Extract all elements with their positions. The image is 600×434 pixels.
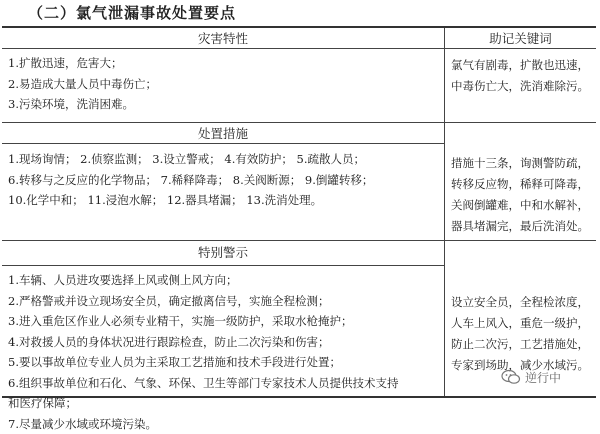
warnings-line: 7.尽量减少水域或环境污染。 [8, 414, 440, 434]
mnemonic-line: 设立安全员，全程检浓度， [451, 292, 592, 313]
warnings-line: 2.严格警戒并设立现场安全员，确定撤离信号，实施全程检测； [8, 291, 440, 312]
warnings-line: 6.组织事故单位和石化、气象、环保、卫生等部门专家技术人员提供技术支持 [8, 373, 440, 394]
mnemonic-line: 中毒伤亡大，洗消难除污。 [451, 76, 592, 97]
watermark-text: 逆行中 [525, 369, 561, 386]
mnemonic-line: 氯气有剧毒，扩散也迅速， [451, 55, 592, 76]
disposal-table [2, 26, 596, 398]
mnemonic-line: 专家到场助，减少水域污。 [451, 355, 592, 376]
warnings-header: 特别警示 [2, 240, 444, 266]
mnemonic-line: 器具堵漏完，最后洗消处。 [451, 216, 592, 237]
mnemonic-line: 人车上风入，重危一级护， [451, 313, 592, 334]
mnemonic-header: 助记关键词 [445, 28, 596, 49]
mnemonic-line: 防止二次污，工艺措施处， [451, 334, 592, 355]
mnemonic-measures [451, 153, 592, 237]
warnings-line: 4.对救援人员的身体状况进行跟踪检查，防止二次污染和伤害； [8, 332, 440, 353]
warnings-line: 5.要以事故单位专业人员为主采取工艺措施和技术手段进行处置； [8, 352, 440, 373]
warnings-lines [8, 270, 440, 434]
mnemonic-line: 转移反应物，稀释可降毒， [451, 174, 592, 195]
hazard-line: 3.污染环境，洗消困难。 [8, 94, 440, 115]
hazard-header: 灾害特性 [2, 28, 444, 49]
warnings-line: 3.进入重危区作业人必须专业精干，实施一级防护，采取水枪掩护； [8, 311, 440, 332]
mnemonic-line: 措施十三条，询测警防疏， [451, 153, 592, 174]
warnings-line: 和医疗保障； [8, 393, 440, 414]
measures-line: 1.现场询情； 2.侦察监测； 3.设立警戒； 4.有效防护； 5.疏散人员； [8, 149, 440, 170]
left-column [2, 28, 445, 396]
hazard-line: 1.扩散迅速，危害大； [8, 53, 440, 74]
wechat-icon [501, 369, 521, 385]
hazard-lines [8, 53, 440, 115]
mnemonic-hazard [451, 55, 592, 97]
mnemonic-warnings [451, 292, 592, 376]
hazard-line: 2.易造成大量人员中毒伤亡； [8, 74, 440, 95]
mnemonic-line: 关阀倒罐难，中和水解补， [451, 195, 592, 216]
section-title: （二）氯气泄漏事故处置要点 [28, 2, 236, 24]
measures-line: 10.化学中和； 11.浸泡水解； 12.器具堵漏； 13.洗消处理。 [8, 190, 440, 211]
measures-header: 处置措施 [2, 122, 444, 144]
right-divider [445, 122, 596, 123]
right-column [445, 28, 596, 396]
measures-lines [8, 149, 440, 211]
right-divider [445, 240, 596, 241]
measures-line: 6.转移与之反应的化学物品； 7.稀释降毒； 8.关阀断源； 9.倒罐转移； [8, 170, 440, 191]
warnings-line: 1.车辆、人员进攻要选择上风或侧上风方向； [8, 270, 440, 291]
watermark [501, 367, 561, 387]
